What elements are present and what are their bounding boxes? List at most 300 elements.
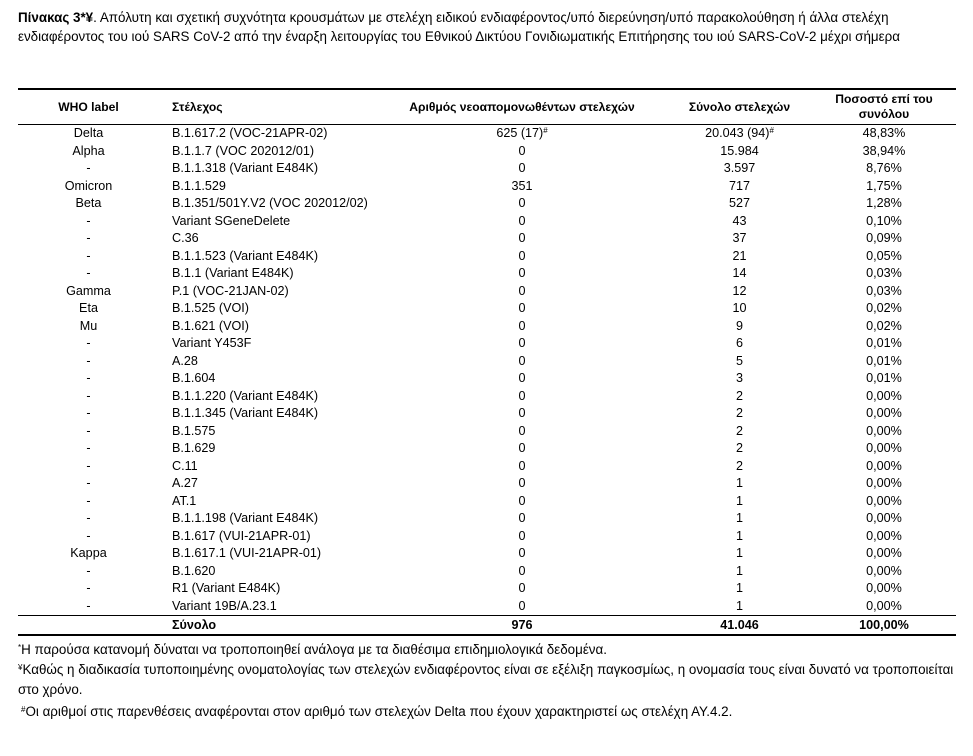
- footnote-mark: #: [769, 126, 774, 135]
- percentage-cell-value: 0,00%: [866, 388, 902, 403]
- isolated-cell: [377, 335, 667, 353]
- strain-cell: [159, 598, 377, 616]
- total-cell-value: 1: [735, 598, 743, 613]
- total-cell: [667, 545, 812, 563]
- total-cell: [667, 510, 812, 528]
- table-row: [18, 388, 956, 406]
- percentage-cell: [812, 178, 956, 196]
- table-row: [18, 125, 956, 143]
- percentage-cell: [812, 195, 956, 213]
- table-row: [18, 370, 956, 388]
- strain-cell: [159, 440, 377, 458]
- isolated-cell-value: 0: [518, 231, 526, 245]
- total-cell: [667, 475, 812, 493]
- strain-cell: [159, 510, 377, 528]
- total-cell: [667, 458, 812, 476]
- strain-cell: [159, 388, 377, 406]
- strain-cell: [159, 265, 377, 283]
- total-cell-value: 3.597: [723, 161, 756, 175]
- who-label-cell-value: Eta: [79, 301, 98, 315]
- total-cell-value: 6: [735, 336, 743, 350]
- total-cell: [667, 388, 812, 406]
- percentage-cell: [812, 230, 956, 248]
- isolated-cell-value: 0: [518, 318, 526, 333]
- who-label-cell: [18, 510, 159, 528]
- table-caption: [18, 8, 968, 46]
- table-row: [18, 580, 956, 598]
- isolated-cell-value: 0: [518, 371, 526, 385]
- percentage-cell: [812, 405, 956, 423]
- isolated-cell: [377, 405, 667, 423]
- total-cell: [667, 213, 812, 231]
- strain-cell-value: C.36: [172, 231, 199, 245]
- header-who-label: WHO label: [18, 89, 159, 125]
- isolated-cell-value: 0: [518, 493, 526, 508]
- total-cell: [667, 440, 812, 458]
- strain-cell: [159, 423, 377, 441]
- isolated-cell-value: 0: [518, 581, 526, 595]
- total-row: [18, 616, 956, 636]
- percentage-cell: [812, 300, 956, 318]
- isolated-cell-value: 0: [518, 283, 526, 298]
- total-cell-value: 15.984: [720, 143, 759, 158]
- percentage-cell-value: 0,02%: [866, 301, 902, 315]
- who-label-cell: [18, 300, 159, 318]
- strain-cell: [159, 125, 377, 143]
- isolated-cell-value: 351: [511, 178, 533, 193]
- percentage-cell-value: 0,10%: [866, 213, 902, 228]
- isolated-cell-value: 0: [518, 458, 526, 473]
- table-row: [18, 213, 956, 231]
- total-cell-value: 1: [735, 563, 743, 578]
- percentage-cell: [812, 423, 956, 441]
- table-row: [18, 230, 956, 248]
- total-cell: [667, 300, 812, 318]
- isolated-cell-value: 0: [518, 161, 526, 175]
- who-label-cell-value: Omicron: [64, 178, 113, 193]
- who-label-cell: [18, 160, 159, 178]
- strain-cell: [159, 143, 377, 161]
- strain-cell-value: B.1.1.220 (Variant E484K): [172, 388, 319, 403]
- who-label-cell: [18, 598, 159, 616]
- isolated-cell: [377, 125, 667, 143]
- table-row: [18, 405, 956, 423]
- percentage-cell-value: 0,00%: [866, 493, 902, 508]
- total-cell-value: 20.043 (94): [705, 126, 770, 140]
- strain-cell: [159, 563, 377, 581]
- who-label-cell: [18, 475, 159, 493]
- table-row: [18, 545, 956, 563]
- table-row: [18, 318, 956, 336]
- percentage-cell: [812, 335, 956, 353]
- percentage-cell: [812, 318, 956, 336]
- isolated-cell: [377, 248, 667, 266]
- isolated-cell: [377, 580, 667, 598]
- isolated-cell-value: 0: [518, 388, 526, 403]
- percentage-cell: [812, 213, 956, 231]
- total-cell: [667, 353, 812, 371]
- who-label-cell-value: -: [86, 581, 91, 595]
- who-label-cell: [18, 230, 159, 248]
- table-footer: [18, 616, 956, 636]
- who-label-cell-value: -: [86, 458, 91, 473]
- strain-cell-value: B.1.1.345 (Variant E484K): [172, 406, 319, 420]
- strain-cell-value: B.1.525 (VOI): [172, 301, 249, 315]
- percentage-cell-value: 0,00%: [866, 511, 902, 525]
- percentage-cell: [812, 598, 956, 616]
- header-isolated: Αριθμός νεοαπομονωθέντων στελεχών: [377, 89, 667, 125]
- percentage-cell-value: 0,01%: [866, 371, 902, 385]
- strain-cell: [159, 405, 377, 423]
- strain-cell-value: A.28: [172, 353, 198, 368]
- table-row: [18, 335, 956, 353]
- who-label-cell: [18, 493, 159, 511]
- isolated-cell-value: 0: [518, 143, 526, 158]
- isolated-cell: [377, 563, 667, 581]
- strain-cell-value: B.1.1.7 (VOC 202012/01): [172, 143, 315, 158]
- strain-cell-value: B.1.621 (VOI): [172, 318, 249, 333]
- footnote-3-mark: #: [21, 705, 26, 714]
- strain-cell-value: B.1.1 (Variant E484K): [172, 266, 294, 280]
- isolated-cell-value: 0: [518, 546, 526, 560]
- total-cell: [667, 335, 812, 353]
- who-label-cell: [18, 458, 159, 476]
- percentage-cell-value: 38,94%: [862, 143, 906, 158]
- isolated-cell: [377, 300, 667, 318]
- isolated-cell: [377, 353, 667, 371]
- strain-cell-value: Variant 19B/A.23.1: [172, 598, 277, 613]
- total-who-cell: [18, 616, 159, 636]
- isolated-cell: [377, 440, 667, 458]
- who-label-cell-value: Mu: [79, 318, 98, 333]
- percentage-cell-value: 0,01%: [866, 336, 902, 350]
- table-row: [18, 283, 956, 301]
- total-cell-value: 1: [735, 511, 743, 525]
- percentage-cell-value: 0,01%: [866, 353, 902, 368]
- table-row: [18, 143, 956, 161]
- total-cell: [667, 370, 812, 388]
- table-body: [18, 125, 956, 616]
- who-label-cell: [18, 265, 159, 283]
- strain-cell-value: B.1.351/501Y.V2 (VOC 202012/02): [172, 196, 368, 210]
- total-label: Σύνολο: [159, 616, 377, 636]
- strain-cell-value: R1 (Variant E484K): [172, 581, 281, 595]
- isolated-cell: [377, 265, 667, 283]
- isolated-cell-value: 0: [518, 266, 526, 280]
- table-row: [18, 598, 956, 616]
- percentage-cell: [812, 528, 956, 546]
- isolated-cell-value: 0: [518, 476, 526, 490]
- percentage-cell-value: 0,00%: [866, 476, 902, 490]
- total-cell-value: 14: [732, 266, 747, 280]
- isolated-cell-value: 625 (17): [496, 126, 544, 140]
- total-cell-value: 2: [735, 423, 743, 438]
- percentage-cell-value: 0,00%: [866, 581, 902, 595]
- strain-cell: [159, 545, 377, 563]
- who-label-cell: [18, 335, 159, 353]
- total-cell: [667, 248, 812, 266]
- total-cell-value: 21: [732, 248, 747, 263]
- isolated-cell-value: 0: [518, 528, 526, 543]
- who-label-cell: [18, 248, 159, 266]
- who-label-cell-value: -: [86, 213, 91, 228]
- strain-cell: [159, 300, 377, 318]
- percentage-cell: [812, 545, 956, 563]
- total-percentage: 100,00%: [812, 616, 956, 636]
- isolated-cell: [377, 528, 667, 546]
- isolated-cell: [377, 283, 667, 301]
- table-row: [18, 563, 956, 581]
- isolated-cell: [377, 545, 667, 563]
- isolated-cell-value: 0: [518, 563, 526, 578]
- isolated-cell: [377, 195, 667, 213]
- strain-cell: [159, 248, 377, 266]
- percentage-cell-value: 1,75%: [866, 178, 902, 193]
- table-row: [18, 178, 956, 196]
- total-cell-value: 2: [735, 458, 743, 473]
- total-cell-value: 1: [735, 581, 743, 595]
- header-percentage: Ποσοστό επί του συνόλου: [812, 89, 956, 125]
- who-label-cell: [18, 283, 159, 301]
- table-header: [18, 89, 956, 125]
- percentage-cell-value: 0,09%: [866, 231, 902, 245]
- strain-cell-value: B.1.1.318 (Variant E484K): [172, 161, 319, 175]
- footnote-2-text: Καθώς η διαδικασία τυποποιημένης ονοματολογίας των στελεχών ενδιαφέροντος είναι σε εξέλιξη παγκοσμίως, η ονομασία τους είναι δυνατό να τροποποιείται στο χρόνο.: [18, 662, 954, 697]
- who-label-cell: [18, 388, 159, 406]
- who-label-cell: [18, 195, 159, 213]
- total-cell: [667, 160, 812, 178]
- table-row: [18, 458, 956, 476]
- isolated-cell-value: 0: [518, 511, 526, 525]
- percentage-cell: [812, 388, 956, 406]
- isolated-cell: [377, 160, 667, 178]
- who-label-cell-value: -: [86, 563, 91, 578]
- percentage-cell: [812, 475, 956, 493]
- isolated-cell: [377, 423, 667, 441]
- who-label-cell-value: -: [86, 511, 91, 525]
- isolated-cell: [377, 388, 667, 406]
- strain-cell: [159, 370, 377, 388]
- total-cell: [667, 178, 812, 196]
- percentage-cell: [812, 458, 956, 476]
- footnote-3-text: Οι αριθμοί στις παρενθέσεις αναφέρονται στον αριθμό των στελεχών Delta που έχουν χαρακτηριστεί ως στελέχη ΑΥ.4.2.: [25, 704, 733, 719]
- total-cell: [667, 493, 812, 511]
- strain-cell: [159, 493, 377, 511]
- isolated-cell: [377, 493, 667, 511]
- total-cell-value: 37: [732, 231, 747, 245]
- strain-cell-value: C.11: [172, 458, 198, 473]
- isolated-cell-value: 0: [518, 353, 526, 368]
- strain-cell-value: B.1.1.523 (Variant E484K): [172, 248, 319, 263]
- strain-cell-value: B.1.617 (VUI-21APR-01): [172, 528, 311, 543]
- table-row: [18, 528, 956, 546]
- table-row: [18, 300, 956, 318]
- who-label-cell-value: -: [86, 266, 91, 280]
- total-cell-value: 12: [732, 283, 747, 298]
- strain-cell: [159, 178, 377, 196]
- footnote-mark: #: [543, 126, 548, 135]
- percentage-cell: [812, 125, 956, 143]
- total-cell-value: 9: [735, 318, 743, 333]
- percentage-cell-value: 0,00%: [866, 441, 902, 455]
- who-label-cell-value: Kappa: [70, 546, 107, 560]
- strain-cell-value: A.27: [172, 476, 198, 490]
- who-label-cell: [18, 423, 159, 441]
- table-row: [18, 475, 956, 493]
- isolated-cell-value: 0: [518, 213, 526, 228]
- total-cell: [667, 528, 812, 546]
- footnote-2-mark: ¥: [18, 663, 23, 672]
- who-label-cell: [18, 213, 159, 231]
- caption-label: Πίνακας 3*¥: [18, 10, 94, 25]
- strain-cell-value: B.1.617.2 (VOC-21APR-02): [172, 126, 328, 140]
- table-row: [18, 195, 956, 213]
- strain-cell-value: B.1.620: [172, 563, 216, 578]
- caption-text: . Απόλυτη και σχετική συχνότητα κρουσμάτων με στελέχη ειδικού ενδιαφέροντος/υπό διερεύνηση/υπό παρακολούθηση ή άλλα στελέχη ενδιαφέροντος του ιού SARS CoV-2 από την έναρξη λειτουργίας του Εθνικού Δικτύου Γονιδιωματικής Επιτήρησης του ιού SARS-CoV-2 μέχρι σήμερα: [18, 10, 900, 44]
- total-cell: [667, 143, 812, 161]
- percentage-cell-value: 0,03%: [866, 283, 902, 298]
- who-label-cell-value: -: [86, 231, 91, 245]
- who-label-cell-value: -: [86, 441, 91, 455]
- who-label-cell: [18, 405, 159, 423]
- who-label-cell-value: -: [86, 388, 91, 403]
- percentage-cell-value: 0,00%: [866, 563, 902, 578]
- who-label-cell-value: -: [86, 476, 91, 490]
- isolated-cell: [377, 370, 667, 388]
- total-cell-value: 1: [735, 493, 743, 508]
- total-cell-value: 717: [728, 178, 750, 193]
- isolated-cell: [377, 510, 667, 528]
- percentage-cell: [812, 160, 956, 178]
- strain-cell: [159, 318, 377, 336]
- who-label-cell-value: -: [86, 248, 91, 263]
- percentage-cell-value: 0,03%: [866, 266, 902, 280]
- who-label-cell-value: -: [86, 598, 91, 613]
- total-cell: [667, 598, 812, 616]
- table-row: [18, 440, 956, 458]
- strain-cell: [159, 458, 377, 476]
- strain-cell: [159, 213, 377, 231]
- who-label-cell-value: Delta: [73, 126, 104, 140]
- strain-cell: [159, 353, 377, 371]
- footnote-2: [18, 660, 968, 700]
- isolated-cell: [377, 143, 667, 161]
- who-label-cell-value: -: [86, 528, 91, 543]
- percentage-cell: [812, 248, 956, 266]
- strain-cell-value: Variant Y453F: [172, 336, 252, 350]
- table-row: [18, 353, 956, 371]
- strain-cell-value: AT.1: [172, 493, 197, 508]
- isolated-cell-value: 0: [518, 196, 526, 210]
- total-cell-value: 2: [735, 388, 743, 403]
- isolated-cell: [377, 318, 667, 336]
- table-row: [18, 248, 956, 266]
- isolated-cell-value: 0: [518, 301, 526, 315]
- total-cell-value: 5: [735, 353, 743, 368]
- percentage-cell-value: 0,00%: [866, 598, 902, 613]
- table-row: [18, 265, 956, 283]
- total-cell: [667, 230, 812, 248]
- who-label-cell-value: -: [86, 423, 91, 438]
- who-label-cell: [18, 178, 159, 196]
- header-strain: Στέλεχος: [159, 89, 377, 125]
- strain-cell-value: P.1 (VOC-21JAN-02): [172, 283, 289, 298]
- percentage-cell-value: 0,00%: [866, 423, 902, 438]
- total-cell: [667, 580, 812, 598]
- strain-cell-value: B.1.604: [172, 371, 216, 385]
- strain-cell-value: B.1.629: [172, 441, 216, 455]
- who-label-cell-value: -: [86, 336, 91, 350]
- isolated-cell-value: 0: [518, 406, 526, 420]
- strain-cell-value: Variant SGeneDelete: [172, 213, 291, 228]
- isolated-cell-value: 0: [518, 441, 526, 455]
- footnote-1: [18, 640, 968, 660]
- total-cell: [667, 195, 812, 213]
- who-label-cell-value: -: [86, 353, 91, 368]
- table-row: [18, 423, 956, 441]
- total-cell: [667, 283, 812, 301]
- isolated-cell: [377, 458, 667, 476]
- total-cell-value: 3: [735, 371, 743, 385]
- percentage-cell: [812, 143, 956, 161]
- table-row: [18, 493, 956, 511]
- total-cell-value: 1: [735, 476, 743, 490]
- who-label-cell: [18, 528, 159, 546]
- who-label-cell: [18, 143, 159, 161]
- percentage-cell-value: 0,00%: [866, 406, 902, 420]
- total-cell-value: 10: [732, 301, 747, 315]
- percentage-cell: [812, 265, 956, 283]
- total-cell: [667, 265, 812, 283]
- isolated-cell: [377, 230, 667, 248]
- total-cell-value: 527: [728, 196, 750, 210]
- total-cell-value: 2: [735, 406, 743, 420]
- who-label-cell: [18, 545, 159, 563]
- who-label-cell-value: Alpha: [72, 143, 105, 158]
- strain-cell: [159, 195, 377, 213]
- percentage-cell: [812, 580, 956, 598]
- percentage-cell: [812, 493, 956, 511]
- total-cell: [667, 405, 812, 423]
- percentage-cell-value: 0,00%: [866, 458, 902, 473]
- strain-cell-value: B.1.575: [172, 423, 216, 438]
- who-label-cell-value: -: [86, 493, 91, 508]
- isolated-cell-value: 0: [518, 248, 526, 263]
- percentage-cell-value: 0,02%: [866, 318, 902, 333]
- who-label-cell-value: Beta: [75, 196, 102, 210]
- header-total: Σύνολο στελεχών: [667, 89, 812, 125]
- strain-cell: [159, 283, 377, 301]
- percentage-cell-value: 0,05%: [866, 248, 902, 263]
- footnote-3: [18, 702, 968, 722]
- variants-table: [18, 88, 956, 636]
- total-cell-value: 1: [735, 528, 743, 543]
- percentage-cell: [812, 563, 956, 581]
- strain-cell: [159, 528, 377, 546]
- percentage-cell-value: 48,83%: [862, 126, 906, 140]
- isolated-cell: [377, 598, 667, 616]
- percentage-cell: [812, 440, 956, 458]
- total-cell-value: 43: [732, 213, 747, 228]
- who-label-cell: [18, 370, 159, 388]
- isolated-cell-value: 0: [518, 423, 526, 438]
- percentage-cell-value: 1,28%: [866, 196, 902, 210]
- who-label-cell: [18, 318, 159, 336]
- percentage-cell: [812, 353, 956, 371]
- isolated-cell: [377, 475, 667, 493]
- isolated-cell-value: 0: [518, 598, 526, 613]
- strain-cell: [159, 335, 377, 353]
